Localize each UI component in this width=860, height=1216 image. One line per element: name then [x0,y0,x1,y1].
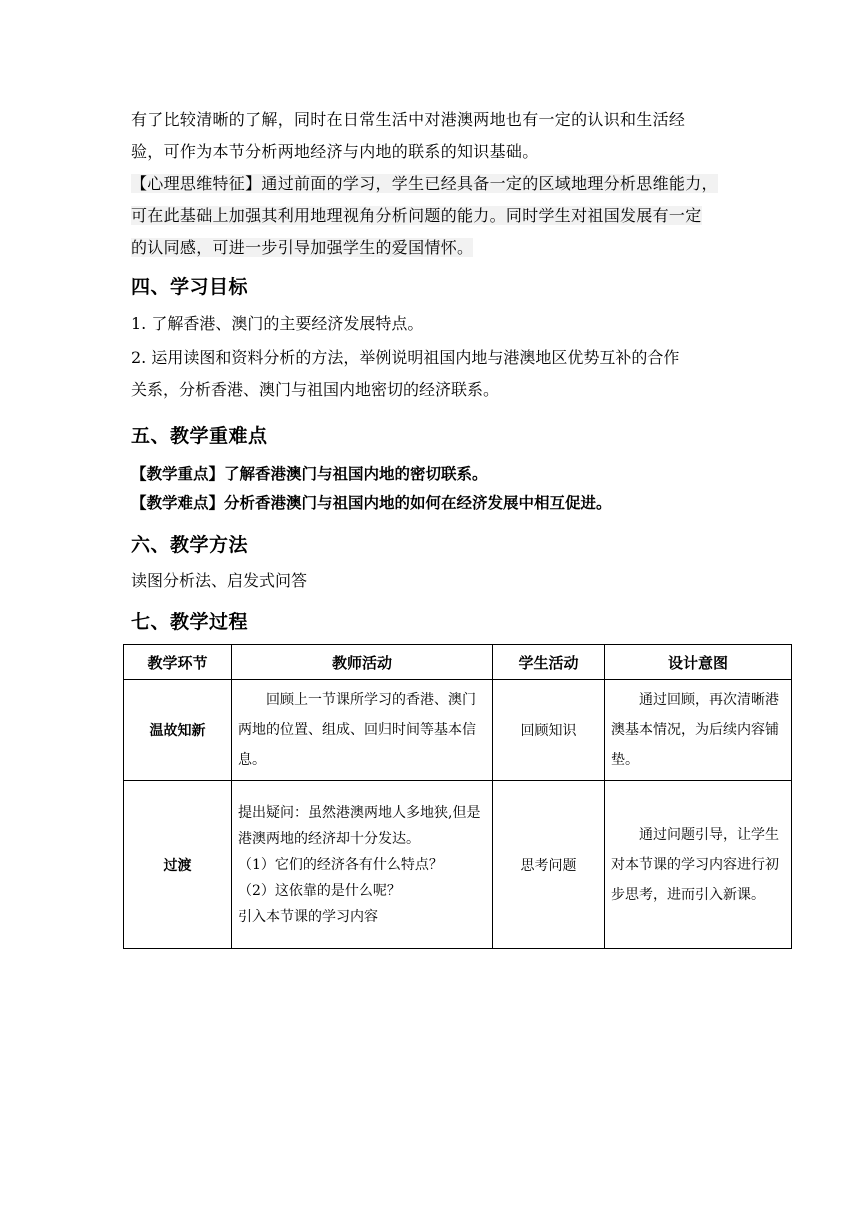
goal-item-2-line-1: 2. 运用读图和资料分析的方法，举例说明祖国内地与港澳地区优势互补的合作 [131,348,680,367]
student-activity-cell: 回顾知识 [493,680,605,781]
teacher-activity-text: 回顾上一节课所学习的香港、澳门两地的位置、组成、回归时间等基本信息。 [238,692,476,768]
mind-line-1: 通过前面的学习，学生已经具备一定的区域地理分析思维能力， [261,174,718,193]
teacher-question-2: （2）这依靠的是什么呢？ [238,882,401,899]
teaching-process-table [123,644,792,949]
teacher-activity-text: 提出疑问：虽然港澳两地人多地狭,但是港澳两地的经济却十分发达。 [238,804,481,847]
table-row [124,680,792,781]
design-intent-text: 通过回顾，再次清晰港澳基本情况，为后续内容铺垫。 [611,692,779,768]
teacher-lead-in: 引入本节课的学习内容 [238,908,378,925]
heading-teaching-process: 七、教学过程 [131,611,249,633]
table-header-row [124,645,792,680]
mind-label: 【心理思维特征】 [131,174,262,193]
intro-line-2: 验，可作为本节分析两地经济与内地的联系的知识基础。 [131,142,539,161]
intro-line-1: 有了比较清晰的了解，同时在日常生活中对港澳两地也有一定的认识和生活经 [131,110,686,129]
mind-line-2: 可在此基础上加强其利用地理视角分析问题的能力。同时学生对祖国发展有一定 [131,206,702,225]
stage-cell: 温故知新 [124,680,232,781]
design-intent-cell [605,781,792,949]
stage-cell: 过渡 [124,781,232,949]
student-activity-cell: 思考问题 [493,781,605,949]
header-student-activity: 学生活动 [493,645,605,680]
heading-teaching-methods: 六、教学方法 [131,534,249,556]
table-row [124,781,792,949]
teacher-activity-cell [232,781,493,949]
mind-line-3: 的认同感，可进一步引导加强学生的爱国情怀。 [131,238,474,257]
intro-paragraph [131,104,731,168]
teaching-methods-text: 读图分析法、启发式问答 [131,571,308,590]
heading-key-difficult: 五、教学重难点 [131,425,268,447]
teacher-question-1: （1）它们的经济各有什么特点？ [238,856,443,873]
design-intent-text: 通过问题引导，让学生对本节课的学习内容进行初步思考，进而引入新课。 [611,826,779,903]
header-design-intent: 设计意图 [605,645,792,680]
teacher-activity-cell [232,680,493,781]
header-teacher-activity: 教师活动 [232,645,493,680]
goal-item-2-line-2: 关系，分析香港、澳门与祖国内地密切的经济联系。 [131,380,500,399]
header-stage: 教学环节 [124,645,232,680]
difficult-point: 【教学难点】分析香港澳门与祖国内地的如何在经济发展中相互促进。 [131,494,612,512]
key-point: 【教学重点】了解香港澳门与祖国内地的密切联系。 [131,465,488,483]
mind-paragraph [131,168,731,264]
goal-item-1: 1. 了解香港、澳门的主要经济发展特点。 [131,314,424,333]
design-intent-cell [605,680,792,781]
heading-learning-goals: 四、学习目标 [131,276,249,298]
